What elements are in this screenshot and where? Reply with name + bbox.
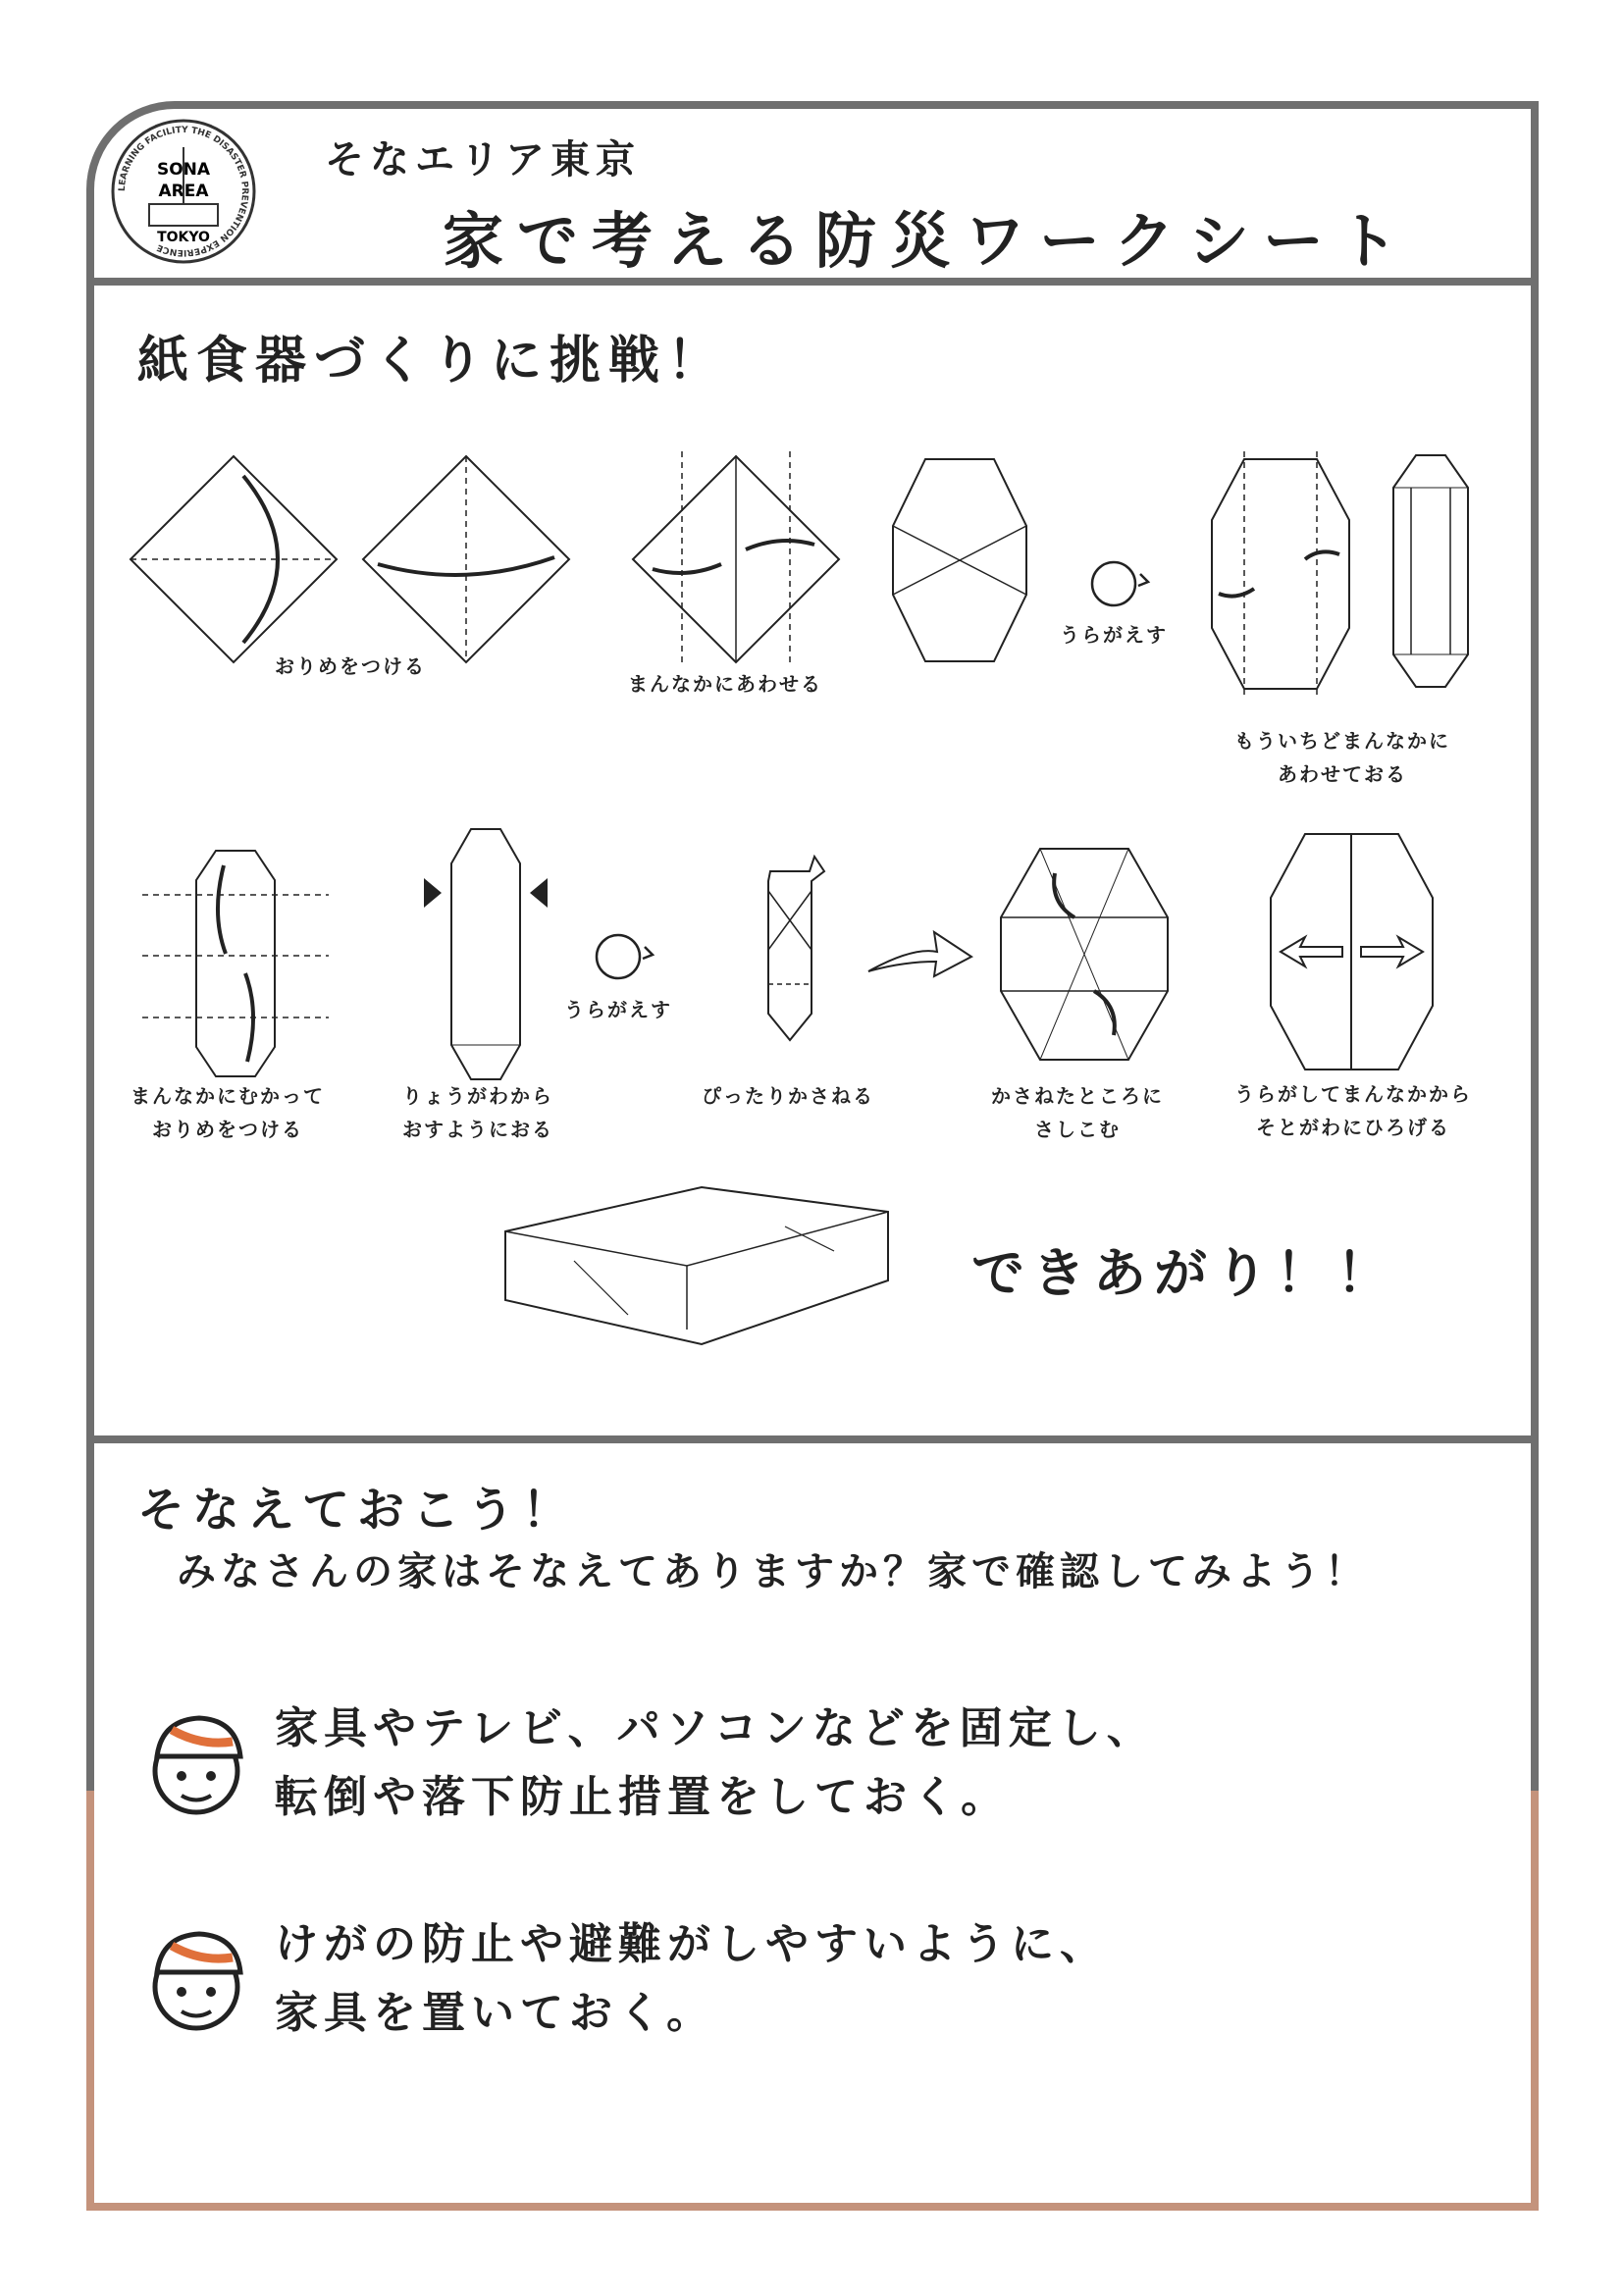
helmet-face-icon [142,1918,250,2036]
tip1-line2: 転倒や落下防止措置をしておく。 [275,1772,1011,1822]
step1-diagram [126,451,341,667]
step-label-3: うらがえす [1060,623,1168,647]
prepare-intro: みなさんの家はそなえてありますか？家で確認してみよう！ [177,1549,1369,1594]
helmet-face-icon [142,1702,250,1820]
logo-ring-text: LEARNING FACILITY THE DISASTER PREVENTION EXPERIENCE [117,125,250,258]
arrow-icon [864,917,976,986]
logo-line3: TOKYO [157,230,210,245]
tip2-line1: けがの防止や避難がしやすいように、 [275,1919,1109,1969]
step-label-7: うらがえす [564,998,672,1021]
step-label-4-line1: もういちどまんなかに [1234,729,1450,753]
step-label-5 [131,1079,325,1146]
step8-diagram [422,824,550,1084]
step10-diagram [996,844,1173,1065]
origami-heading: 紙食器づくりに挑戦！ [137,332,727,391]
prepare-heading: そなえておこう！ [137,1483,578,1538]
step-label-9 [991,1079,1164,1146]
tip1-line1: 家具やテレビ、パソコンなどを固定し、 [275,1703,1156,1753]
step4-diagram [891,457,1028,663]
step9-diagram [751,852,829,1043]
page-title: 家で考える防災ワークシート [443,205,1413,277]
tip2-line2: 家具を置いておく。 [275,1988,716,2038]
header [94,109,1531,286]
step-label-6 [402,1079,553,1146]
done-text: できあがり！！ [971,1242,1397,1304]
flip-icon-1 [1070,554,1158,613]
step-label-2: まんなかにあわせる [628,672,822,696]
step-label-5-line1: まんなかにむかって [131,1084,325,1108]
step2-diagram [358,451,574,667]
step-label-9-line2: さしこむ [1034,1118,1121,1141]
step-label-9-line1: かさねたところに [991,1084,1164,1108]
logo-line2: AREA [158,182,209,201]
step-label-6-line1: りょうがわから [402,1084,553,1108]
sona-area-logo [110,118,257,265]
logo-line1: SONA [156,160,211,180]
step-label-10-line2: そとがわにひろげる [1256,1116,1450,1139]
step-label-4 [1234,724,1450,791]
step-label-10 [1234,1077,1472,1144]
worksheet-frame [86,101,1539,2211]
step-label-6-line2: おすようにおる [402,1118,553,1141]
step6-diagram [1391,453,1470,689]
flip-icon-2 [574,927,662,986]
step5-diagram [1207,451,1354,697]
finished-box-diagram [500,1173,893,1349]
step-label-8: ぴったりかさねる [702,1084,874,1108]
subtitle: そなエリア東京 [325,137,641,183]
step-label-4-line2: あわせておる [1278,762,1407,786]
step-label-5-line2: おりめをつける [152,1118,303,1141]
section-divider [94,1435,1531,1443]
step-label-10-line1: うらがしてまんなかから [1234,1082,1472,1106]
step11-diagram [1266,829,1438,1074]
step-label-1: おりめをつける [275,654,426,678]
step7-diagram [137,846,334,1081]
step3-diagram [628,451,844,667]
